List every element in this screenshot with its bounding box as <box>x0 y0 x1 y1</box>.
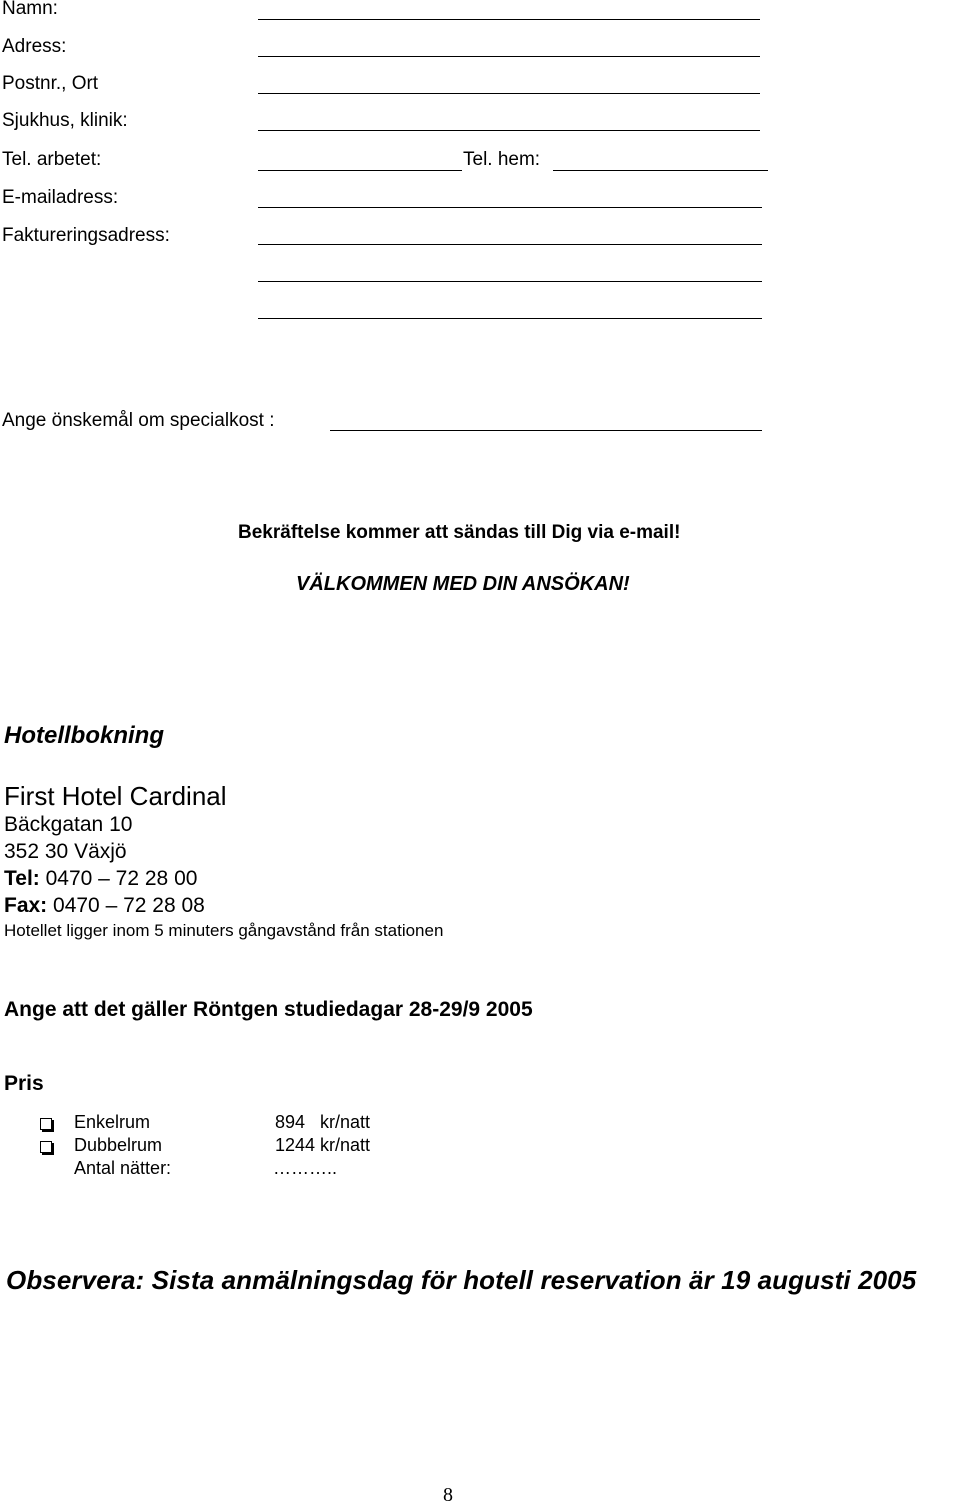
hotel-heading: Hotellbokning <box>4 722 164 749</box>
tel-work-label: Tel. arbetet: <box>2 149 102 170</box>
checkbox-single-room[interactable] <box>40 1118 52 1130</box>
confirmation-text: Bekräftelse kommer att sändas till Dig via e-mail! <box>238 522 681 543</box>
page-number: 8 <box>443 1484 453 1506</box>
postal-field[interactable] <box>258 93 760 94</box>
email-field[interactable] <box>258 207 762 208</box>
billing-field-line-2[interactable] <box>258 281 762 282</box>
double-room-label: Dubbelrum <box>74 1135 163 1155</box>
hotel-tel-label: Tel: <box>4 867 40 890</box>
billing-field-line-3[interactable] <box>258 318 762 319</box>
hotel-city: 352 30 Växjö <box>4 840 127 863</box>
welcome-text: VÄLKOMMEN MED DIN ANSÖKAN! <box>296 573 630 595</box>
name-field[interactable] <box>258 19 760 20</box>
deadline-notice: Observera: Sista anmälningsdag för hotell reservation är 19 augusti 2005 <box>6 1265 917 1295</box>
hospital-field[interactable] <box>258 130 760 131</box>
nights-field[interactable]: ……….. <box>273 1158 338 1178</box>
address-field[interactable] <box>258 56 760 57</box>
tel-home-field[interactable] <box>553 170 768 171</box>
hotel-tel <box>4 867 197 891</box>
name-label: Namn: <box>2 0 58 19</box>
billing-field-line-1[interactable] <box>258 244 762 245</box>
single-room-label: Enkelrum <box>74 1112 151 1132</box>
tel-work-field[interactable] <box>258 170 462 171</box>
hotel-instruction: Ange att det gäller Röntgen studiedagar 28-29/9 2005 <box>4 998 533 1021</box>
tel-home-label: Tel. hem: <box>463 149 541 170</box>
hotel-name: First Hotel Cardinal <box>4 781 227 811</box>
hospital-label: Sjukhus, klinik: <box>2 110 128 131</box>
hotel-fax <box>4 894 205 918</box>
hotel-note: Hotellet ligger inom 5 minuters gångavstånd från stationen <box>4 921 444 940</box>
diet-label: Ange önskemål om specialkost : <box>2 410 275 431</box>
checkbox-double-room[interactable] <box>40 1141 52 1153</box>
diet-field[interactable] <box>330 430 762 431</box>
single-room-price: 894 kr/natt <box>275 1112 371 1132</box>
email-label: E-mailadress: <box>2 187 119 208</box>
hotel-tel-value: 0470 – 72 28 00 <box>39 867 198 890</box>
billing-label: Faktureringsadress: <box>2 225 170 246</box>
hotel-street: Bäckgatan 10 <box>4 813 133 836</box>
postal-label: Postnr., Ort <box>2 73 99 94</box>
pricing-heading: Pris <box>4 1072 44 1095</box>
hotel-fax-value: 0470 – 72 28 08 <box>47 894 205 917</box>
address-label: Adress: <box>2 36 67 57</box>
hotel-fax-label: Fax: <box>4 894 48 917</box>
double-room-price: 1244 kr/natt <box>275 1135 371 1155</box>
nights-label: Antal nätter: <box>74 1158 172 1178</box>
